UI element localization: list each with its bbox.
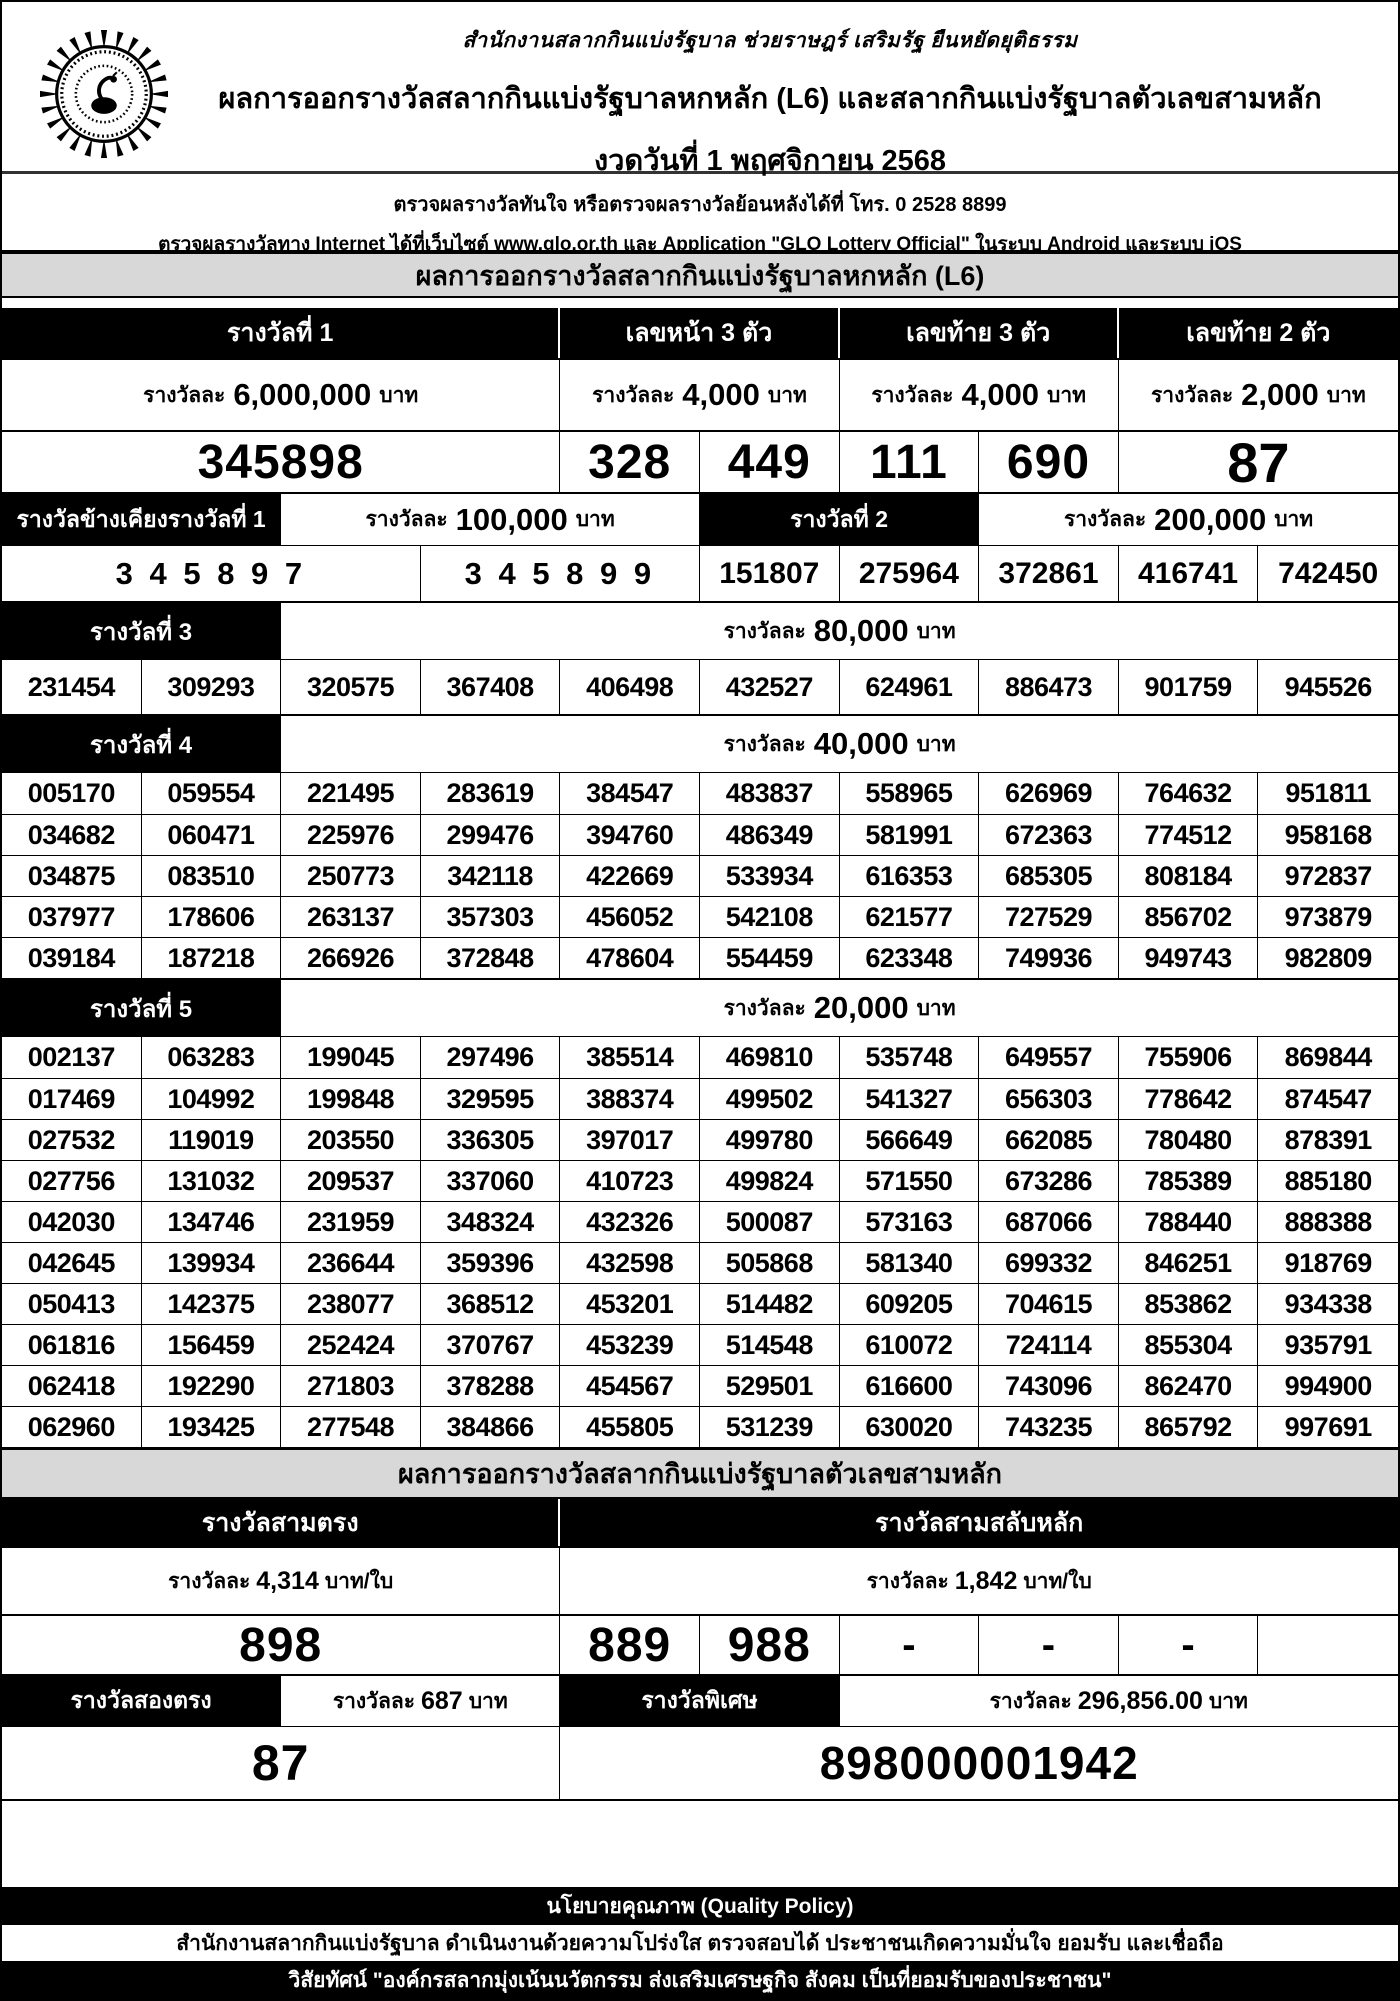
prize-number-cell: 554459 xyxy=(700,937,840,978)
prize-number-cell: 406498 xyxy=(560,660,700,714)
prize-number-cell: 370767 xyxy=(421,1324,561,1365)
prize-number-cell: 958168 xyxy=(1258,814,1398,855)
prize-number-cell: 672363 xyxy=(979,814,1119,855)
prize-number-cell: 673286 xyxy=(979,1160,1119,1201)
last2-header: เลขท้าย 2 ตัว xyxy=(1119,308,1398,358)
prize-number-cell: 368512 xyxy=(421,1283,561,1324)
prize-number-cell: 042030 xyxy=(2,1201,142,1242)
prize-number-cell: 454567 xyxy=(560,1365,700,1406)
prize-number-cell: 505868 xyxy=(700,1242,840,1283)
front3-amount: รางวัลละ 4,000 บาท xyxy=(560,360,839,430)
adjacent-prize-amount: รางวัลละ 100,000 บาท xyxy=(281,494,700,545)
l6-top-numbers-row xyxy=(2,430,1398,492)
second-prize-amount: รางวัลละ 200,000 บาท xyxy=(1063,501,1314,537)
third-prize-header: รางวัลที่ 3 xyxy=(2,603,281,659)
last2-number: 87 xyxy=(1227,432,1290,492)
empty-notes-box xyxy=(2,1799,1398,1887)
prize-number-cell: 973879 xyxy=(1258,896,1398,937)
prize-number-cell: 856702 xyxy=(1119,896,1259,937)
prize-number-cell: 566649 xyxy=(840,1119,980,1160)
prize-number-cell: 384866 xyxy=(421,1406,561,1447)
l6-section-title: ผลการออกรางวัลสลากกินแบ่งรัฐบาลหกหลัก (L6) xyxy=(2,252,1398,298)
second-prize-number-3: 372861 xyxy=(979,546,1119,601)
website-info-line: ตรวจผลรางวัลทาง Internet ได้ที่เว็บไซต์ www.glo.or.th และ Application "GLO Lottery Official" ในระบบ Android และระบบ iOS xyxy=(158,234,1242,255)
prize-number-cell: 743235 xyxy=(979,1406,1119,1447)
prize-number-cell: 581991 xyxy=(840,814,980,855)
prize-number-cell: 042645 xyxy=(2,1242,142,1283)
straight2-special-numbers-row xyxy=(2,1726,1398,1799)
prize-number-cell: 034875 xyxy=(2,855,142,896)
prize-number-cell: 853862 xyxy=(1119,1283,1259,1324)
prize-number-cell: 083510 xyxy=(142,855,282,896)
prize-number-cell: 236644 xyxy=(281,1242,421,1283)
fifth-prize-header: รางวัลที่ 5 xyxy=(2,980,281,1036)
prize-number-cell: 535748 xyxy=(840,1037,980,1078)
l6-amounts-row xyxy=(2,358,1398,430)
prize-number-cell: 059554 xyxy=(142,773,282,814)
prize-number-cell: 283619 xyxy=(421,773,561,814)
l6-column-headers xyxy=(2,308,1398,358)
front3-number-1: 328 xyxy=(560,432,700,492)
prize-number-cell: 499824 xyxy=(700,1160,840,1201)
second-prize-number-4: 416741 xyxy=(1119,546,1259,601)
prize-number-cell: 178606 xyxy=(142,896,282,937)
prize-number-cell: 432326 xyxy=(560,1201,700,1242)
prize-number-cell: 499780 xyxy=(700,1119,840,1160)
second-prize-number-5: 742450 xyxy=(1278,556,1379,590)
prize-number-cell: 062960 xyxy=(2,1406,142,1447)
prize-number-cell: 558965 xyxy=(840,773,980,814)
prize-number-cell: 727529 xyxy=(979,896,1119,937)
prize-number-cell: 378288 xyxy=(421,1365,561,1406)
prize-number-cell: 348324 xyxy=(421,1201,561,1242)
straight3-header: รางวัลสามตรง xyxy=(2,1499,560,1546)
prize-number-cell: 199045 xyxy=(281,1037,421,1078)
prize-number-cell: 104992 xyxy=(142,1078,282,1119)
prize-number-cell: 231454 xyxy=(2,660,142,714)
fifth-prize-amount: รางวัลละ 20,000 บาท xyxy=(723,990,956,1025)
prize-number-cell: 885180 xyxy=(1258,1160,1398,1201)
prize-number-cell: 573163 xyxy=(840,1201,980,1242)
prize-number-cell: 687066 xyxy=(979,1201,1119,1242)
straight3-number: 898 xyxy=(2,1616,560,1674)
prize-number-cell: 397017 xyxy=(560,1119,700,1160)
prize-number-cell: 514548 xyxy=(700,1324,840,1365)
third-prize-header-row xyxy=(2,601,1398,659)
prize-number-cell: 277548 xyxy=(281,1406,421,1447)
prize-number-cell: 788440 xyxy=(1119,1201,1259,1242)
prize-number-cell: 432598 xyxy=(560,1242,700,1283)
prize-number-cell: 271803 xyxy=(281,1365,421,1406)
prize-number-cell: 453239 xyxy=(560,1324,700,1365)
prize-number-cell: 199848 xyxy=(281,1078,421,1119)
prize-number-cell: 610072 xyxy=(840,1324,980,1365)
prize-number-cell: 626969 xyxy=(979,773,1119,814)
prize-number-cell: 394760 xyxy=(560,814,700,855)
prize-number-cell: 935791 xyxy=(1258,1324,1398,1365)
last3-amount: รางวัลละ 4,000 บาท xyxy=(840,360,1119,430)
front3-number-2: 449 xyxy=(700,432,840,492)
special-prize-number: 898000001942 xyxy=(819,1737,1139,1789)
prize-number-cell: 432527 xyxy=(700,660,840,714)
prize-number-cell: 764632 xyxy=(1119,773,1259,814)
prize-number-cell: 623348 xyxy=(840,937,980,978)
first-prize-header: รางวัลที่ 1 xyxy=(2,308,560,358)
prize-number-cell: 500087 xyxy=(700,1201,840,1242)
prize-number-cell: 724114 xyxy=(979,1324,1119,1365)
prize-number-cell: 855304 xyxy=(1119,1324,1259,1365)
prize-number-cell: 453201 xyxy=(560,1283,700,1324)
page-title: ผลการออกรางวัลสลากกินแบ่งรัฐบาลหกหลัก (L6) และสลากกินแบ่งรัฐบาลตัวเลขสามหลัก xyxy=(218,83,1322,115)
prize-number-cell: 203550 xyxy=(281,1119,421,1160)
prize-number-cell: 918769 xyxy=(1258,1242,1398,1283)
prize-number-cell: 119019 xyxy=(142,1119,282,1160)
prize-number-cell: 297496 xyxy=(421,1037,561,1078)
prize-number-cell: 372848 xyxy=(421,937,561,978)
prize-number-cell: 385514 xyxy=(560,1037,700,1078)
adjacent-number-2: 3 4 5 8 9 9 xyxy=(421,546,700,601)
three-digit-numbers-row xyxy=(2,1614,1398,1674)
draw-date: งวดวันที่ 1 พฤศจิกายน 2568 xyxy=(593,145,947,177)
fourth-prize-amount: รางวัลละ 40,000 บาท xyxy=(723,726,956,761)
prize-number-cell: 869844 xyxy=(1284,1042,1372,1072)
prize-number-cell: 531239 xyxy=(700,1406,840,1447)
prize-number-cell: 656303 xyxy=(979,1078,1119,1119)
prize-number-cell: 357303 xyxy=(421,896,561,937)
three-digit-column-headers xyxy=(2,1499,1398,1546)
shuffle3-number-4: - xyxy=(979,1616,1119,1674)
second-prize-number-1: 151807 xyxy=(700,546,840,601)
prize-number-cell: 469810 xyxy=(700,1037,840,1078)
prize-number-cell: 027532 xyxy=(2,1119,142,1160)
shuffle3-amount: รางวัลละ 1,842 บาท/ใบ xyxy=(866,1566,1092,1595)
prize-number-cell: 336305 xyxy=(421,1119,561,1160)
prize-number-cell: 139934 xyxy=(142,1242,282,1283)
prize-number-cell: 542108 xyxy=(700,896,840,937)
vision-statement-bar: วิสัยทัศน์ "องค์กรสลากมุ่งเน้นนวัตกรรม ส่งเสริมเศรษฐกิจ สังคม เป็นที่ยอมรับของประชาชน" xyxy=(2,1961,1398,2000)
straight2-special-header-row xyxy=(2,1674,1398,1726)
prize-number-cell: 337060 xyxy=(421,1160,561,1201)
prize-number-cell: 134746 xyxy=(142,1201,282,1242)
straight2-number: 87 xyxy=(2,1727,560,1799)
prize-number-cell: 499502 xyxy=(700,1078,840,1119)
prize-number-cell: 455805 xyxy=(560,1406,700,1447)
third-prize-amount: รางวัลละ 80,000 บาท xyxy=(723,613,956,648)
prize-number-cell: 062418 xyxy=(2,1365,142,1406)
straight2-amount: รางวัลละ 687 บาท xyxy=(281,1676,560,1726)
three-digit-section-title: ผลการออกรางวัลสลากกินแบ่งรัฐบาลตัวเลขสามหลัก xyxy=(2,1447,1398,1499)
prize-number-cell: 945526 xyxy=(1284,671,1372,702)
shuffle3-number-3: - xyxy=(840,1616,980,1674)
last2-amount: รางวัลละ 2,000 บาท xyxy=(1151,377,1366,412)
shuffle3-number-2: 988 xyxy=(700,1616,840,1674)
prize-number-cell: 514482 xyxy=(700,1283,840,1324)
prize-number-cell: 017469 xyxy=(2,1078,142,1119)
prize-number-cell: 039184 xyxy=(2,937,142,978)
prize-number-cell: 320575 xyxy=(281,660,421,714)
first-prize-amount: รางวัลละ 6,000,000 บาท xyxy=(2,360,560,430)
fourth-prize-header-row xyxy=(2,714,1398,772)
prize-number-cell: 027756 xyxy=(2,1160,142,1201)
prize-number-cell: 901759 xyxy=(1119,660,1259,714)
prize-number-cell: 061816 xyxy=(2,1324,142,1365)
second-prize-header: รางวัลที่ 2 xyxy=(700,494,979,545)
prize-number-cell: 342118 xyxy=(421,855,561,896)
phone-info-line: ตรวจผลรางวัลทันใจ หรือตรวจผลรางวัลย้อนหลังได้ที่ โทร. 0 2528 8899 xyxy=(393,194,1007,216)
prize-number-cell: 037977 xyxy=(2,896,142,937)
prize-number-cell: 329595 xyxy=(421,1078,561,1119)
prize-number-cell: 982809 xyxy=(1258,937,1398,978)
prize-number-cell: 616353 xyxy=(840,855,980,896)
prize-number-cell: 252424 xyxy=(281,1324,421,1365)
prize-number-cell: 192290 xyxy=(142,1365,282,1406)
prize-number-cell: 886473 xyxy=(979,660,1119,714)
prize-number-cell: 743096 xyxy=(979,1365,1119,1406)
prize-number-cell: 187218 xyxy=(142,937,282,978)
prize-number-cell: 541327 xyxy=(840,1078,980,1119)
prize-number-cell: 785389 xyxy=(1119,1160,1259,1201)
prize-number-cell: 774512 xyxy=(1119,814,1259,855)
prize-number-cell: 888388 xyxy=(1258,1201,1398,1242)
spacer xyxy=(2,298,1398,308)
prize-number-cell: 221495 xyxy=(281,773,421,814)
prize-number-cell: 193425 xyxy=(142,1406,282,1447)
first-prize-number: 345898 xyxy=(2,432,560,492)
glo-seal-icon xyxy=(40,26,168,162)
prize-number-cell: 063283 xyxy=(142,1037,282,1078)
prize-number-cell: 951811 xyxy=(1285,778,1371,808)
fourth-prize-numbers-grid xyxy=(2,772,1398,978)
prize-number-cell: 367408 xyxy=(421,660,561,714)
fifth-prize-header-row xyxy=(2,978,1398,1036)
prize-number-cell: 250773 xyxy=(281,855,421,896)
prize-number-cell: 309293 xyxy=(142,660,282,714)
quality-policy-title-bar: นโยบายคุณภาพ (Quality Policy) xyxy=(2,1887,1398,1925)
prize-number-cell: 529501 xyxy=(700,1365,840,1406)
document-header xyxy=(2,2,1398,177)
adjacent-number-1: 3 4 5 8 9 7 xyxy=(2,546,421,601)
prize-number-cell: 238077 xyxy=(281,1283,421,1324)
glo-seal-logo xyxy=(40,26,168,162)
straight2-header: รางวัลสองตรง xyxy=(2,1676,281,1726)
last3-header: เลขท้าย 3 ตัว xyxy=(840,308,1119,358)
prize-number-cell: 002137 xyxy=(2,1037,142,1078)
adjacent-prize-header: รางวัลข้างเคียงรางวัลที่ 1 xyxy=(2,494,281,545)
prize-number-cell: 972837 xyxy=(1258,855,1398,896)
prize-number-cell: 231959 xyxy=(281,1201,421,1242)
third-prize-numbers-grid xyxy=(2,659,1398,714)
prize-number-cell: 571550 xyxy=(840,1160,980,1201)
special-prize-amount: รางวัลละ 296,856.00 บาท xyxy=(989,1686,1248,1715)
last3-number-1: 111 xyxy=(840,432,980,492)
info-block xyxy=(2,174,1398,255)
prize-number-cell: 621577 xyxy=(840,896,980,937)
prize-number-cell: 994900 xyxy=(1258,1365,1398,1406)
fifth-prize-numbers-grid xyxy=(2,1036,1398,1447)
prize-number-cell: 456052 xyxy=(560,896,700,937)
prize-number-cell: 384547 xyxy=(560,773,700,814)
prize-number-cell: 662085 xyxy=(979,1119,1119,1160)
prize-number-cell: 624961 xyxy=(840,660,980,714)
prize-number-cell: 808184 xyxy=(1119,855,1259,896)
prize-number-cell: 685305 xyxy=(979,855,1119,896)
front3-header: เลขหน้า 3 ตัว xyxy=(560,308,839,358)
fourth-prize-header: รางวัลที่ 4 xyxy=(2,716,281,772)
prize-number-cell: 486349 xyxy=(700,814,840,855)
shuffle3-number-1: 889 xyxy=(560,1616,700,1674)
special-prize-header: รางวัลพิเศษ xyxy=(560,1676,839,1726)
adjacent-second-header-row xyxy=(2,492,1398,545)
straight3-amount: รางวัลละ 4,314 บาท/ใบ xyxy=(2,1548,560,1614)
shuffle3-number-6-empty xyxy=(1258,1616,1398,1674)
prize-number-cell: 533934 xyxy=(700,855,840,896)
prize-number-cell: 299476 xyxy=(421,814,561,855)
prize-number-cell: 388374 xyxy=(560,1078,700,1119)
prize-number-cell: 478604 xyxy=(560,937,700,978)
prize-number-cell: 997691 xyxy=(1258,1406,1398,1447)
prize-number-cell: 846251 xyxy=(1119,1242,1259,1283)
prize-number-cell: 581340 xyxy=(840,1242,980,1283)
prize-number-cell: 862470 xyxy=(1119,1365,1259,1406)
prize-number-cell: 209537 xyxy=(281,1160,421,1201)
prize-number-cell: 704615 xyxy=(979,1283,1119,1324)
prize-number-cell: 609205 xyxy=(840,1283,980,1324)
prize-number-cell: 630020 xyxy=(840,1406,980,1447)
prize-number-cell: 483837 xyxy=(700,773,840,814)
quality-policy-text: สำนักงานสลากกินแบ่งรัฐบาล ดำเนินงานด้วยความโปร่งใส ตรวจสอบได้ ประชาชนเกิดความมั่นใจ ยอมรับ และเชื่อถือ xyxy=(2,1925,1398,1961)
prize-number-cell: 142375 xyxy=(142,1283,282,1324)
three-digit-amounts-row xyxy=(2,1546,1398,1614)
prize-number-cell: 266926 xyxy=(281,937,421,978)
adjacent-second-numbers-row xyxy=(2,545,1398,601)
prize-number-cell: 359396 xyxy=(421,1242,561,1283)
prize-number-cell: 131032 xyxy=(142,1160,282,1201)
prize-number-cell: 050413 xyxy=(2,1283,142,1324)
agency-motto: สำนักงานสลากกินแบ่งรัฐบาล ช่วยราษฎร์ เสริมรัฐ ยืนหยัดยุติธรรม xyxy=(462,29,1078,52)
prize-number-cell: 005170 xyxy=(2,773,142,814)
prize-number-cell: 156459 xyxy=(142,1324,282,1365)
prize-number-cell: 263137 xyxy=(281,896,421,937)
prize-number-cell: 780480 xyxy=(1119,1119,1259,1160)
prize-number-cell: 225976 xyxy=(281,814,421,855)
prize-number-cell: 060471 xyxy=(142,814,282,855)
prize-number-cell: 874547 xyxy=(1258,1078,1398,1119)
prize-number-cell: 778642 xyxy=(1119,1078,1259,1119)
prize-number-cell: 410723 xyxy=(560,1160,700,1201)
shuffle3-number-5: - xyxy=(1119,1616,1259,1674)
shuffle3-header: รางวัลสามสลับหลัก xyxy=(560,1499,1398,1546)
prize-number-cell: 422669 xyxy=(560,855,700,896)
prize-number-cell: 878391 xyxy=(1258,1119,1398,1160)
prize-number-cell: 755906 xyxy=(1119,1037,1259,1078)
prize-number-cell: 034682 xyxy=(2,814,142,855)
prize-number-cell: 865792 xyxy=(1119,1406,1259,1447)
last3-number-2: 690 xyxy=(979,432,1119,492)
prize-number-cell: 649557 xyxy=(979,1037,1119,1078)
prize-number-cell: 749936 xyxy=(979,937,1119,978)
prize-number-cell: 616600 xyxy=(840,1365,980,1406)
prize-number-cell: 699332 xyxy=(979,1242,1119,1283)
prize-number-cell: 949743 xyxy=(1119,937,1259,978)
second-prize-number-2: 275964 xyxy=(840,546,980,601)
prize-number-cell: 934338 xyxy=(1258,1283,1398,1324)
